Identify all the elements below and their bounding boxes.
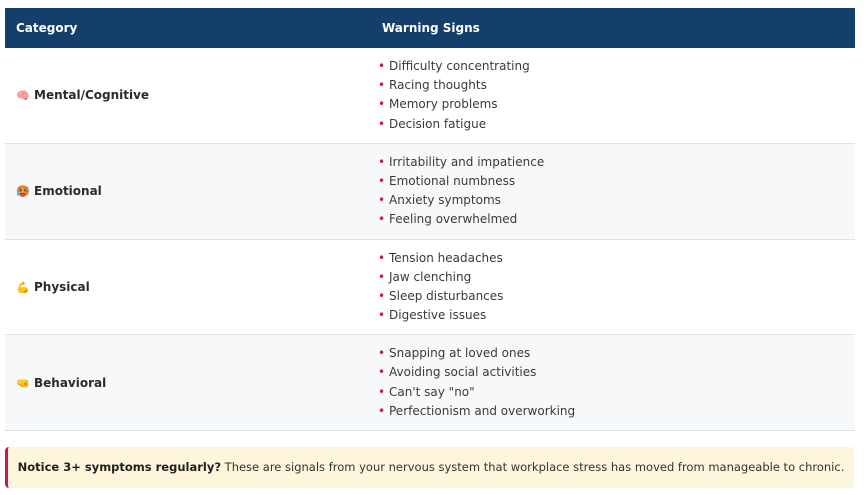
list-item [378, 210, 855, 229]
brain-icon: 🧠 [16, 89, 30, 103]
list-item [378, 76, 855, 95]
signs-list [378, 249, 855, 326]
bullet-icon: • [378, 193, 386, 208]
table-row [5, 239, 855, 335]
category-label: Physical [34, 279, 90, 294]
category-label: Emotional [34, 184, 102, 199]
list-item [378, 191, 855, 210]
category-cell [5, 335, 371, 431]
sign-text: Snapping at loved ones [389, 346, 531, 361]
bullet-icon: • [378, 269, 386, 284]
category-cell [5, 239, 371, 335]
category-label: Mental/Cognitive [34, 88, 150, 103]
list-item [378, 95, 855, 114]
sign-text: Perfectionism and overworking [389, 403, 576, 418]
bullet-icon: • [378, 116, 386, 131]
sign-text: Memory problems [389, 97, 498, 112]
category-cell [5, 48, 371, 143]
table-row [5, 48, 855, 143]
sign-text: Anxiety symptoms [389, 193, 501, 208]
list-item [378, 306, 855, 325]
list-item [378, 57, 855, 76]
list-item [378, 402, 855, 421]
symptoms-table [5, 8, 855, 431]
fist-icon: 🤜 [16, 376, 30, 390]
sign-text: Difficulty concentrating [389, 59, 530, 73]
list-item [378, 344, 855, 363]
sign-text: Sleep disturbances [389, 288, 504, 303]
sign-text: Decision fatigue [389, 116, 487, 131]
list-item [378, 172, 855, 191]
hot-face-icon: 🥵 [16, 185, 30, 199]
bullet-icon: • [378, 173, 386, 188]
table-row [5, 143, 855, 239]
signs-cell [371, 48, 855, 143]
sign-text: Racing thoughts [389, 78, 487, 93]
bullet-icon: • [378, 384, 386, 399]
signs-list [378, 344, 855, 421]
sign-text: Emotional numbness [389, 173, 516, 188]
list-item [378, 287, 855, 306]
list-item [378, 383, 855, 402]
list-item [378, 268, 855, 287]
flexed-arm-icon: 💪 [16, 280, 30, 294]
bullet-icon: • [378, 346, 386, 361]
bullet-icon: • [378, 78, 386, 93]
bullet-icon: • [378, 308, 386, 323]
warning-signs-header: Warning Signs [371, 8, 855, 48]
category-header: Category [5, 8, 371, 48]
sign-text: Feeling overwhelmed [389, 212, 518, 227]
signs-cell [371, 335, 855, 431]
signs-list [378, 57, 855, 134]
category-cell [5, 143, 371, 239]
sign-text: Jaw clenching [389, 269, 472, 284]
notice-callout [5, 447, 854, 488]
table-header-row [5, 8, 855, 48]
bullet-icon: • [378, 212, 386, 227]
bullet-icon: • [378, 403, 386, 418]
sign-text: Irritability and impatience [389, 154, 545, 169]
bullet-icon: • [378, 59, 386, 73]
bullet-icon: • [378, 365, 386, 380]
symptoms-table-wrapper [5, 8, 855, 431]
category-label: Behavioral [34, 375, 107, 390]
list-item [378, 153, 855, 172]
list-item [378, 115, 855, 134]
bullet-icon: • [378, 288, 386, 303]
signs-cell [371, 143, 855, 239]
notice-text: These are signals from your nervous system that workplace stress has moved from manageable to chronic. [221, 460, 845, 474]
sign-text: Tension headaches [389, 250, 503, 265]
bullet-icon: • [378, 97, 386, 112]
list-item [378, 363, 855, 382]
notice-heading: Notice 3+ symptoms regularly? [17, 460, 222, 474]
signs-list [378, 153, 855, 230]
list-item [378, 249, 855, 268]
bullet-icon: • [378, 250, 386, 265]
table-row [5, 335, 855, 431]
bullet-icon: • [378, 154, 386, 169]
sign-text: Avoiding social activities [389, 365, 537, 380]
sign-text: Digestive issues [389, 308, 487, 323]
signs-cell [371, 239, 855, 335]
sign-text: Can't say "no" [389, 384, 475, 399]
